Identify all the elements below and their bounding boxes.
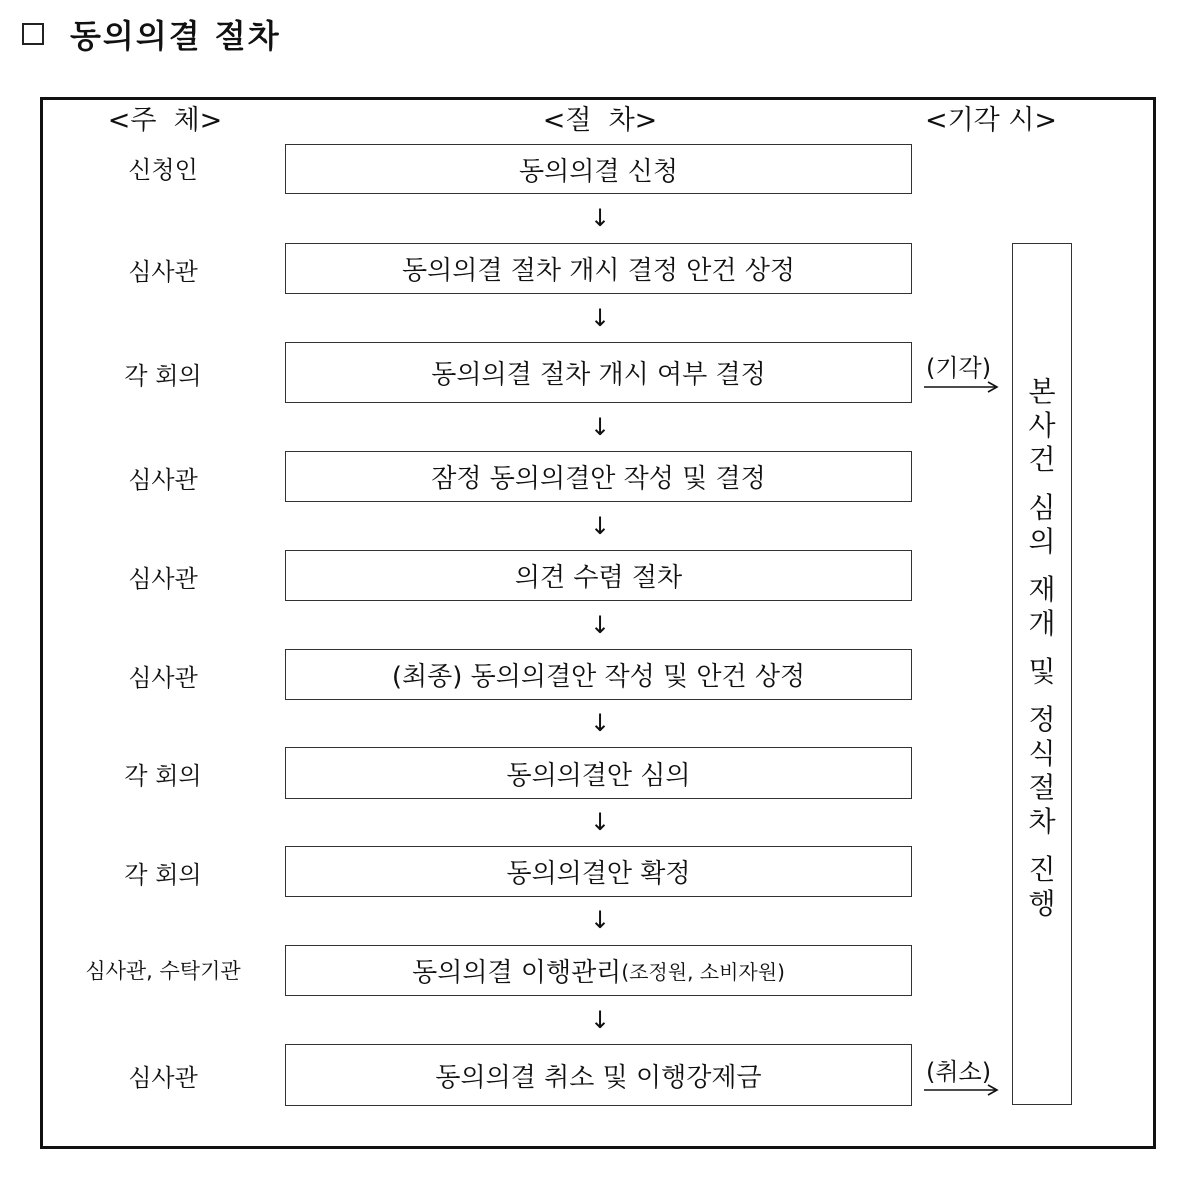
flow-arrow-icon: ↓ [589,512,611,540]
step-box [285,342,912,403]
side-text-char: 건 [1028,443,1056,476]
flow-arrow-icon: ↓ [589,611,611,639]
step-label: 동의의결안 확정 [506,859,691,889]
side-text-char: 절 [1028,771,1056,804]
side-text-char: 의 [1028,525,1056,558]
step-label: 동의의결 이행관리 [412,958,622,988]
side-text-gap [1012,641,1072,655]
step-label: 동의의결 절차 개시 결정 안건 상정 [402,256,795,286]
step-box [285,144,912,194]
step-label: 동의의결 신청 [519,156,678,187]
reject-arrow-icon [924,380,1002,394]
resume-procedure-text [1012,375,1072,921]
step-label: 동의의결안 심의 [506,760,691,791]
step-actor: 신청인 [128,156,198,184]
flow-arrow-icon: ↓ [589,413,611,441]
step-actor: 심사관 [128,664,198,692]
side-text-char: 및 [1028,655,1056,688]
step-label: 동의의결 절차 개시 여부 결정 [431,360,766,390]
step-label: (최종) 동의의결안 작성 및 안건 상정 [391,662,806,692]
step-note: (조정원, 소비자원) [621,960,785,984]
side-text-char: 차 [1028,805,1056,838]
step-box [285,1044,912,1106]
step-box [285,945,912,996]
step-label: 의견 수렴 절차 [514,563,683,593]
reject-label: (기각) [926,354,992,382]
step-box [285,747,912,799]
side-text-char: 본 [1028,375,1056,408]
side-text-char: 식 [1028,737,1056,770]
step-box [285,846,912,897]
header-subject: <주 체> [107,105,223,136]
flow-arrow-icon: ↓ [589,906,611,934]
title-row [22,14,281,54]
step-box [285,550,912,601]
page-title: 동의의결 절차 [70,17,281,55]
cancel-arrow-icon [924,1083,1002,1097]
step-actor: 심사관 [128,565,198,593]
step-actor: 각 회의 [124,861,202,889]
side-text-gap [1012,839,1072,853]
step-box [285,649,912,700]
step-actor: 각 회의 [124,762,202,790]
side-text-char: 정 [1028,703,1056,736]
step-actor: 심사관 [128,1064,198,1092]
side-text-gap [1012,559,1072,573]
step-actor: 각 회의 [124,362,202,390]
flow-arrow-icon: ↓ [589,204,611,232]
flow-arrow-icon: ↓ [589,304,611,332]
step-actor: 심사관 [128,466,198,494]
step-box [285,243,912,294]
side-text-gap [1012,477,1072,491]
flow-arrow-icon: ↓ [589,709,611,737]
side-text-char: 개 [1028,607,1056,640]
side-text-char: 심 [1028,491,1056,524]
flow-arrow-icon: ↓ [589,808,611,836]
step-actor: 심사관 [128,258,198,286]
side-text-gap [1012,689,1072,703]
step-box [285,451,912,502]
step-label: 잠정 동의의결안 작성 및 결정 [431,464,766,494]
side-text-char: 재 [1028,573,1056,606]
side-text-char: 행 [1028,887,1056,920]
header-procedure: <절 차> [542,105,658,136]
header-rejection: <기각 시> [924,105,1058,136]
side-text-char: 사 [1028,409,1056,442]
side-text-char: 진 [1028,853,1056,886]
cancel-label: (취소) [926,1058,992,1086]
checkbox-bullet-icon [22,23,44,45]
step-label: 동의의결 취소 및 이행강제금 [435,1062,762,1093]
step-actor: 심사관, 수탁기관 [85,959,241,983]
flow-arrow-icon: ↓ [589,1006,611,1034]
